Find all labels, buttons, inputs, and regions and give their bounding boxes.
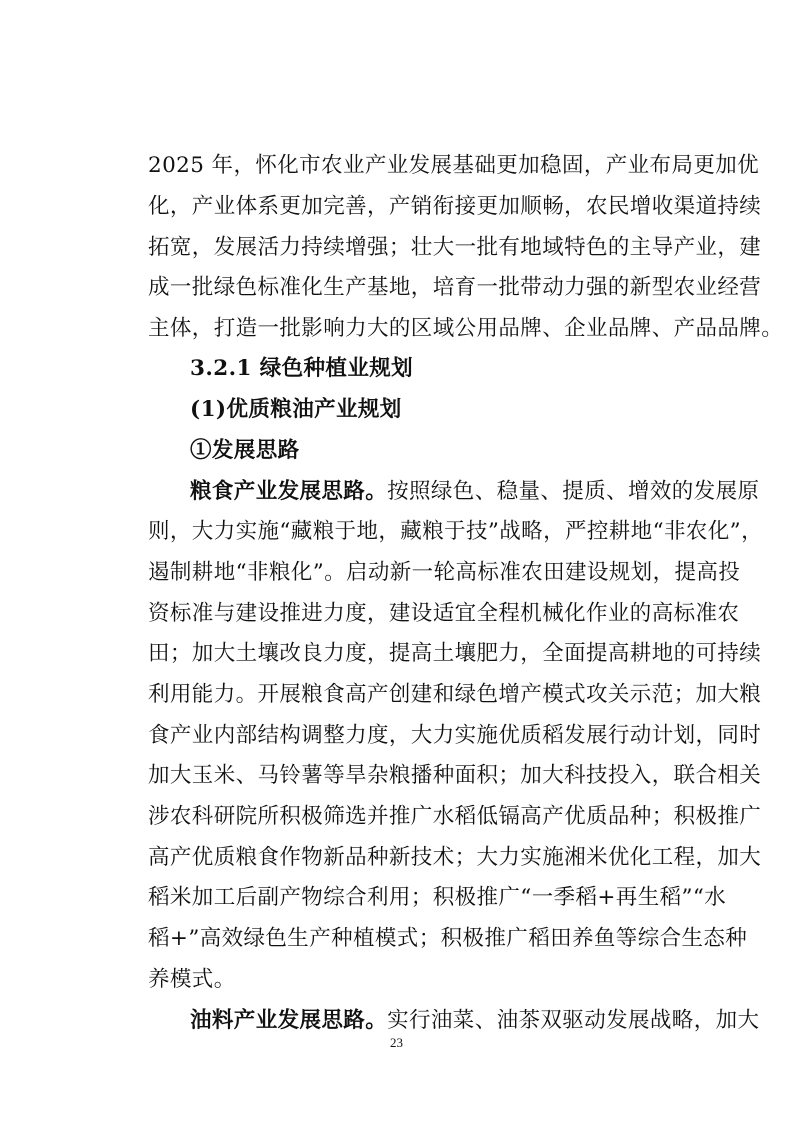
grain-line-6: 利用能力。开展粮食高产创建和绿色增产模式攻关示范；加大粮 — [148, 682, 762, 707]
grain-lead: 粮食产业发展思路。 — [190, 479, 388, 504]
grain-first-line-text: 按照绿色、稳量、提质、增效的发展原 — [387, 479, 760, 504]
sub-subsection-heading: ①发展思路 — [190, 438, 300, 463]
oil-first-line-text: 实行油菜、油茶双驱动发展战略，加大 — [387, 1008, 760, 1033]
intro-line-2: 化，产业体系更加完善，产销衔接更加顺畅，农民增收渠道持续 — [148, 194, 762, 219]
grain-line-4: 资标准与建设推进力度，建设适宜全程机械化作业的高标准农 — [148, 601, 740, 626]
subsection-heading: (1)优质粮油产业规划 — [190, 397, 402, 422]
grain-last-line: 养模式。 — [148, 967, 236, 992]
oil-paragraph-first-line — [190, 1008, 760, 1033]
page-number: 23 — [390, 1035, 403, 1050]
grain-line-12: 稻+”高效绿色生产种植模式；积极推广稻田养鱼等综合生态种 — [148, 926, 748, 951]
grain-line-2: 则，大力实施“藏粮于地，藏粮于技”战略，严控耕地“非农化”， — [148, 519, 763, 544]
grain-line-11: 稻米加工后副产物综合利用；积极推广“一季稻+再生稻”“水 — [148, 885, 727, 910]
grain-paragraph-first-line — [190, 479, 760, 504]
grain-line-8: 加大玉米、马铃薯等旱杂粮播种面积；加大科技投入，联合相关 — [148, 763, 762, 788]
grain-line-5: 田；加大土壤改良力度，提高土壤肥力，全面提高耕地的可持续 — [148, 641, 762, 666]
oil-lead: 油料产业发展思路。 — [190, 1008, 388, 1033]
intro-line-4: 成一批绿色标准化生产基地，培育一批带动力强的新型农业经营 — [148, 275, 762, 300]
grain-line-3: 遏制耕地“非粮化”。启动新一轮高标准农田建设规划，提高投 — [148, 560, 741, 585]
grain-line-10: 高产优质粮食作物新品种新技术；大力实施湘米优化工程，加大 — [148, 845, 762, 870]
grain-line-9: 涉农科研院所积极筛选并推广水稻低镉高产优质品种；积极推广 — [148, 804, 762, 829]
grain-line-7: 食产业内部结构调整力度，大力实施优质稻发展行动计划，同时 — [148, 723, 762, 748]
intro-line-3: 拓宽，发展活力持续增强；壮大一批有地域特色的主导产业，建 — [148, 235, 762, 260]
intro-line-1: 2025 年，怀化市农业产业发展基础更加稳固，产业布局更加优 — [148, 153, 760, 178]
intro-line-5: 主体，打造一批影响力大的区域公用品牌、企业品牌、产品品牌。 — [148, 316, 784, 341]
section-heading: 3.2.1 绿色种植业规划 — [190, 356, 414, 381]
